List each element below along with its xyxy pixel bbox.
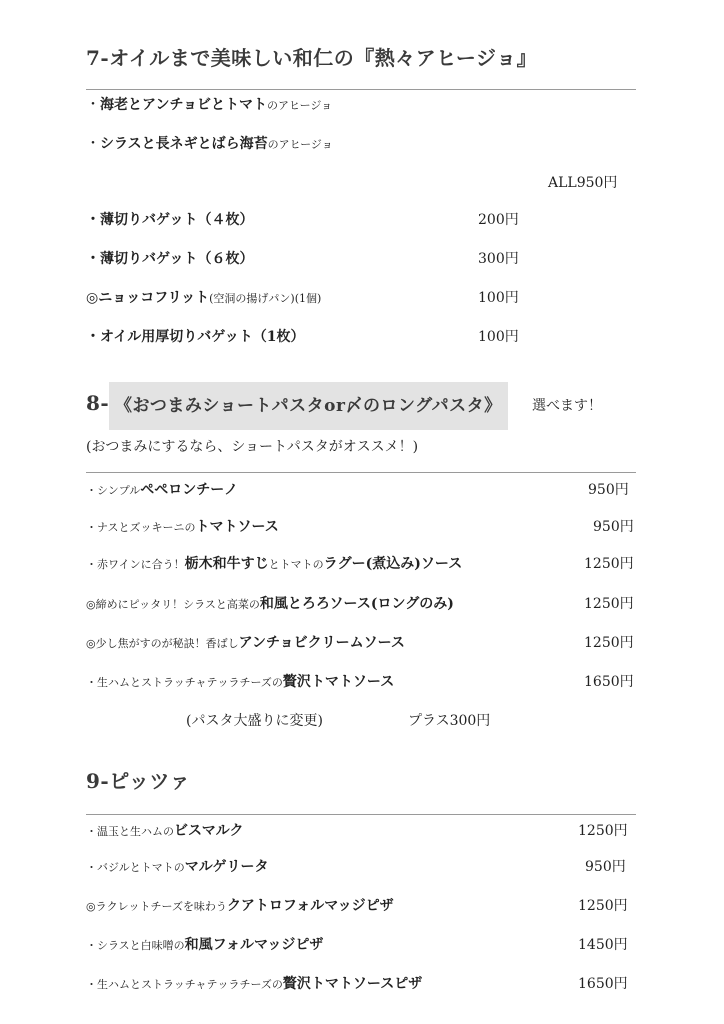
- pasta-desc: ・赤ワインに合う！: [86, 558, 185, 571]
- pizza-desc: ・バジルとトマトの: [86, 861, 185, 874]
- pizza-desc: ◎ラクレットチーズを味わう: [86, 900, 227, 913]
- pasta-item: [86, 553, 462, 573]
- side-label: ・薄切りバゲット（６枚）: [86, 251, 254, 267]
- item-bullet: ・: [86, 136, 100, 152]
- pizza-name: ビスマルク: [174, 823, 244, 839]
- pasta-price: 950円: [593, 519, 634, 535]
- pasta-name: トマトソース: [195, 519, 279, 535]
- section7-title: 7-オイルまで美味しい和仁の『熱々アヒージョ』: [86, 46, 538, 70]
- pasta-desc: ・生ハムとストラッチャテッラチーズの: [86, 676, 283, 689]
- pasta-price: 950円: [588, 482, 629, 498]
- section9-title: 9-ピッツァ: [86, 769, 191, 793]
- upsize-price: プラス300円: [408, 713, 491, 729]
- pasta-desc: ・ナスとズッキーニの: [86, 521, 196, 534]
- pasta-name-2: ラグー(煮込み)ソース: [323, 556, 463, 572]
- pizza-item: [86, 895, 394, 915]
- pizza-price: 950円: [585, 859, 626, 875]
- ajillo-item: [86, 94, 332, 114]
- pizza-price: 1250円: [578, 823, 628, 839]
- pasta-item: [86, 516, 279, 536]
- side-label: ◎ニョッコフリット: [86, 290, 210, 306]
- ajillo-item: [86, 133, 333, 153]
- side-price: 300円: [478, 251, 519, 267]
- pasta-name: 贅沢トマトソース: [282, 674, 395, 690]
- pizza-price: 1250円: [578, 898, 628, 914]
- all-price: ALL950円: [548, 175, 618, 191]
- pizza-item: [86, 820, 243, 840]
- side-price: 100円: [478, 290, 519, 306]
- pasta-name: アンチョビクリームソース: [238, 635, 405, 651]
- pasta-desc: ◎少し焦がすのが秘訣！香ばし: [86, 637, 239, 650]
- item-suffix: のアヒージョ: [267, 138, 333, 151]
- pasta-name: ペペロンチーノ: [140, 482, 239, 498]
- item-suffix: のアヒージョ: [267, 99, 333, 112]
- section8-suffix: 選べます！: [532, 398, 602, 414]
- side-label: ・薄切りバゲット（４枚）: [86, 212, 254, 228]
- side-label: ・オイル用厚切りバゲット（1枚）: [86, 329, 305, 345]
- pizza-name: クアトロフォルマッジピザ: [226, 898, 394, 914]
- pasta-item: [86, 632, 405, 652]
- pasta-item: [86, 479, 238, 499]
- pasta-name: 栃木和牛すじ: [184, 556, 269, 572]
- pizza-desc: ・シラスと白味噌の: [86, 939, 185, 952]
- pasta-desc: ◎締めにピッタリ！シラスと高菜の: [86, 598, 260, 611]
- item-bullet: ・: [86, 97, 100, 113]
- pizza-item: [86, 973, 422, 993]
- section7-divider: [86, 89, 636, 90]
- side-item: [86, 287, 321, 307]
- side-item: [86, 248, 253, 268]
- pasta-price: 1250円: [584, 596, 634, 612]
- pizza-name: 贅沢トマトソースピザ: [282, 976, 423, 992]
- section8-prefix: 8-: [86, 391, 110, 415]
- item-name: シラスと長ネギとばら海苔: [100, 136, 268, 152]
- pizza-item: [86, 934, 323, 954]
- side-price: 200円: [478, 212, 519, 228]
- pizza-price: 1450円: [578, 937, 628, 953]
- pasta-price: 1250円: [584, 556, 634, 572]
- pizza-name: マルゲリータ: [184, 859, 269, 875]
- side-price: 100円: [478, 329, 519, 345]
- side-item: [86, 326, 304, 346]
- section8-divider: [86, 472, 636, 473]
- side-item: [86, 209, 253, 229]
- pasta-item: [86, 593, 454, 613]
- pasta-desc-mid: とトマトの: [268, 558, 324, 571]
- pasta-price: 1250円: [584, 635, 634, 651]
- pizza-item: [86, 856, 268, 876]
- section8-subtitle: (おつまみにするなら、ショートパスタがオススメ！): [86, 439, 419, 455]
- pasta-price: 1650円: [584, 674, 634, 690]
- upsize-label: (パスタ大盛りに変更): [186, 713, 323, 729]
- item-name: 海老とアンチョビとトマト: [100, 97, 268, 113]
- side-note: (空洞の揚げパン)(1個): [209, 292, 322, 305]
- pasta-item: [86, 671, 394, 691]
- pasta-desc: ・シンプル: [86, 484, 141, 497]
- pasta-name: 和風とろろソース(ロングのみ): [259, 596, 454, 612]
- pizza-name: 和風フォルマッジピザ: [184, 937, 324, 953]
- pizza-desc: ・温玉と生ハムの: [86, 825, 174, 838]
- pizza-desc: ・生ハムとストラッチャテッラチーズの: [86, 978, 283, 991]
- section8-highlight: 《おつまみショートパスタor〆のロングパスタ》: [109, 382, 508, 430]
- pizza-price: 1650円: [578, 976, 628, 992]
- section9-divider: [86, 814, 636, 815]
